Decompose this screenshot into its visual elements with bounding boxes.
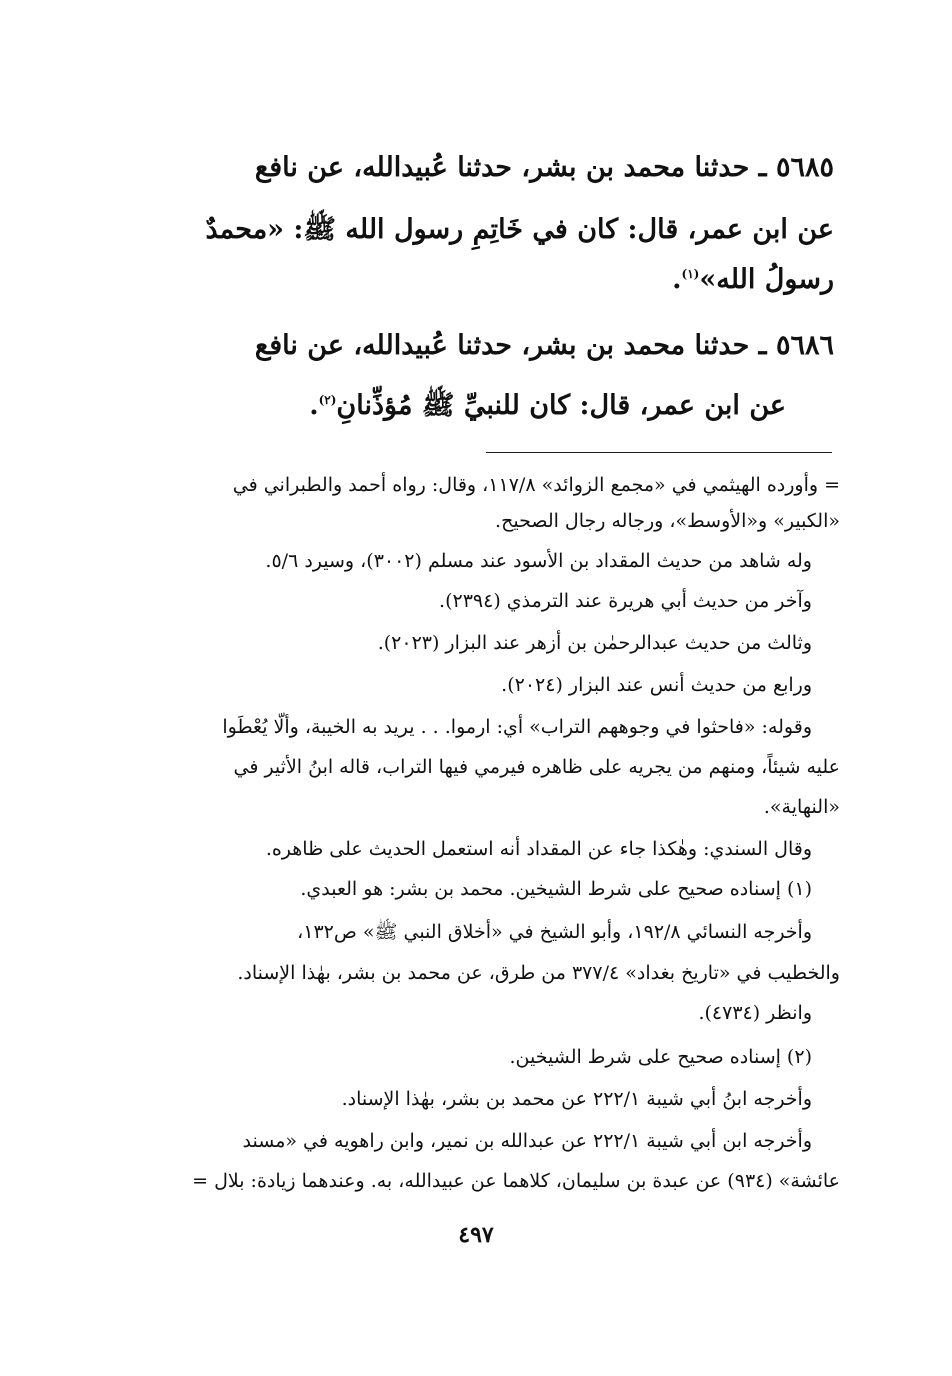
footnote-marker-2: (٢) [318, 393, 337, 407]
hadith-5685-line-1: ٥٦٨٥ ـ حدثنا محمد بن بشر، حدثنا عُبيدالله، عن نافع [254, 152, 834, 183]
footnote-line: عائشة» (٩٣٤) عن عبدة بن سليمان، كلاهما عن عبيدالله، به. وعندهما زيادة: بلال = [192, 1170, 840, 1192]
footnote-line: وثالث من حديث عبدالرحمٰن بن أزهر عند البزار (٢٠٢٣). [377, 632, 812, 654]
footnote-line: «النهاية». [763, 796, 840, 818]
footnote-line: وأخرجه النسائي ١٩٢/٨، وأبو الشيخ في «أخلاق النبي ﷺ» ص١٣٢، [297, 921, 812, 943]
hadith-5685-line-3 [672, 264, 834, 295]
footnote-line: وآخر من حديث أبي هريرة عند الترمذي (٢٣٩٤). [439, 590, 812, 612]
footnote-separator [486, 452, 832, 453]
footnote-line: وله شاهد من حديث المقداد بن الأسود عند مسلم (٣٠٠٢)، وسيرد ٥/٦. [265, 550, 812, 572]
footnote-line: عليه شيئاً، ومنهم من يجريه على ظاهره فيرمي فيها التراب، قاله ابنُ الأثير في [233, 756, 840, 778]
footnote-line: وأخرجه ابنُ أبي شيبة ٢٢٢/١ عن محمد بن بشر، بهٰذا الإسناد. [341, 1088, 812, 1110]
hadith-5685-period: . [672, 264, 682, 295]
footnote-line: (١) إسناده صحيح على شرط الشيخين. محمد بن بشر: هو العبدي. [300, 878, 812, 900]
hadith-5686-text: عن ابن عمر، قال: كان للنبيِّ ﷺ مُؤذِّنانِ [336, 390, 786, 421]
footnote-line: وانظر (٤٧٣٤). [698, 1002, 812, 1024]
footnote-line: (٢) إسناده صحيح على شرط الشيخين. [509, 1046, 812, 1068]
hadith-5686-line-2 [309, 388, 786, 428]
footnote-line: ورابع من حديث أنس عند البزار (٢٠٢٤). [501, 674, 812, 696]
footnote-line: = وأورده الهيثمي في «مجمع الزوائد» ١١٧/٨، وقال: رواه أحمد والطبراني في [232, 474, 840, 496]
hadith-5685-text-end: رسولُ الله» [699, 264, 834, 295]
footnote-line: «الكبير» و«الأوسط»، ورجاله رجال الصحيح. [495, 510, 840, 532]
hadith-5686-line-1: ٥٦٨٦ ـ حدثنا محمد بن بشر، حدثنا عُبيدالله، عن نافع [254, 330, 834, 361]
hadith-5686-period: . [309, 390, 319, 421]
footnote-line: وقوله: «فاحثوا في وجوههم التراب» أي: ارموا. . . يريد به الخيبة، وألّا يُعْطَوا [222, 716, 812, 738]
footnote-marker-1: (١) [681, 267, 700, 281]
footnote-line: وأخرجه ابن أبي شيبة ٢٢٢/١ عن عبدالله بن نمير، وابن راهويه في «مسند [242, 1130, 812, 1152]
footnote-line: والخطيب في «تاريخ بغداد» ٣٧٧/٤ من طرق، عن محمد بن بشر، بهٰذا الإسناد. [237, 962, 840, 984]
hadith-5685-line-2: عن ابن عمر، قال: كان في خَاتِمِ رسول الله ﷺ: «محمدٌ [205, 214, 834, 245]
footnote-line: وقال السندي: وهٰكذا جاء عن المقداد أنه استعمل الحديث على ظاهره. [265, 838, 812, 860]
page-number: ٤٩٧ [458, 1222, 494, 1248]
